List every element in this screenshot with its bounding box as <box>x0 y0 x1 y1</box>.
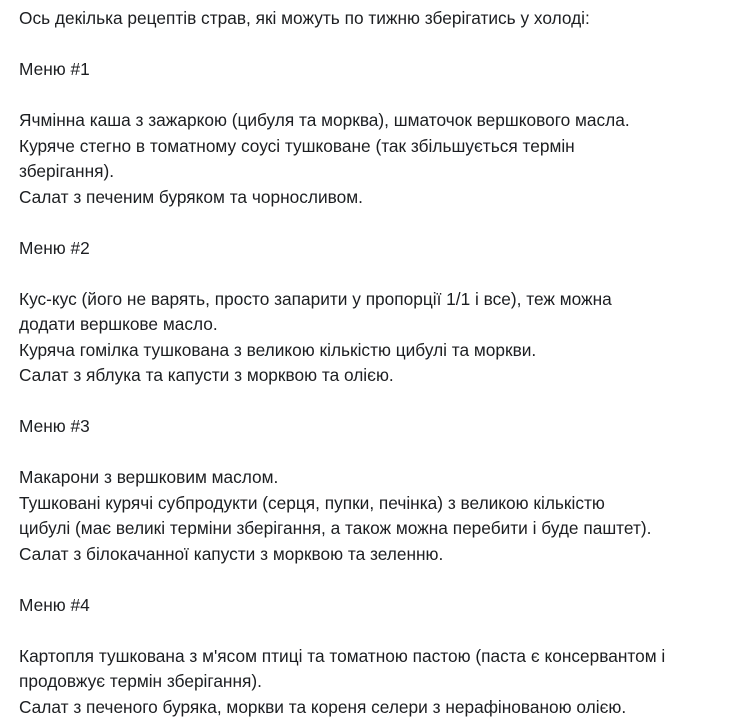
menu-line: Салат з білокачанної капусти з морквою та зеленню. <box>19 543 444 564</box>
menu-line: Макарони з вершковим маслом. <box>19 467 279 487</box>
spacer <box>19 83 731 109</box>
spacer <box>19 618 731 644</box>
spacer <box>19 567 731 593</box>
menu-title: Меню #2 <box>19 237 90 258</box>
menu-line: Салат з печеного буряка, моркви та кореня селери з нерафінованою олією. <box>19 696 627 717</box>
menu-3 <box>19 414 731 567</box>
spacer <box>19 440 731 466</box>
menu-line: Куряче стегно в томатному соусі тушковане (так збільшується термін <box>19 135 575 156</box>
spacer <box>19 261 731 287</box>
post-body <box>19 6 731 720</box>
menu-line: Кус-кус (його не варять, просто запарити у пропорції 1/1 і все), теж можна <box>19 288 612 309</box>
menu-line: продовжує термін зберігання). <box>19 671 262 691</box>
menu-4 <box>19 593 731 721</box>
spacer <box>19 389 731 415</box>
post-intro: Ось декілька рецептів страв, які можуть по тижню зберігатись у холоді: <box>19 8 590 28</box>
menu-title: Меню #3 <box>19 416 90 436</box>
menu-title: Меню #1 <box>19 59 90 79</box>
menu-line: Салат з яблука та капусти з морквою та олією. <box>19 365 394 385</box>
menu-1 <box>19 57 731 210</box>
menu-line: Картопля тушкована з м'ясом птиці та томатною пастою (паста є консервантом і <box>19 645 666 666</box>
menu-line: Ячмінна каша з зажаркою (цибуля та морква), шматочок вершкового масла. <box>19 110 630 130</box>
menu-line: додати вершкове масло. <box>19 314 218 334</box>
menu-line: зберігання). <box>19 161 115 181</box>
spacer <box>19 210 731 236</box>
spacer <box>19 32 731 58</box>
menu-line: Тушковані курячі субпродукти (серця, пупки, печінка) з великою кількістю <box>19 492 605 513</box>
menu-line: Салат з печеним буряком та чорносливом. <box>19 186 363 207</box>
menu-title: Меню #4 <box>19 594 90 615</box>
menu-line: цибулі (має великі терміни зберігання, а також можна перебити і буде паштет). <box>19 518 652 538</box>
menu-2 <box>19 236 731 389</box>
menu-line: Куряча гомілка тушкована з великою кількістю цибулі та моркви. <box>19 339 537 360</box>
